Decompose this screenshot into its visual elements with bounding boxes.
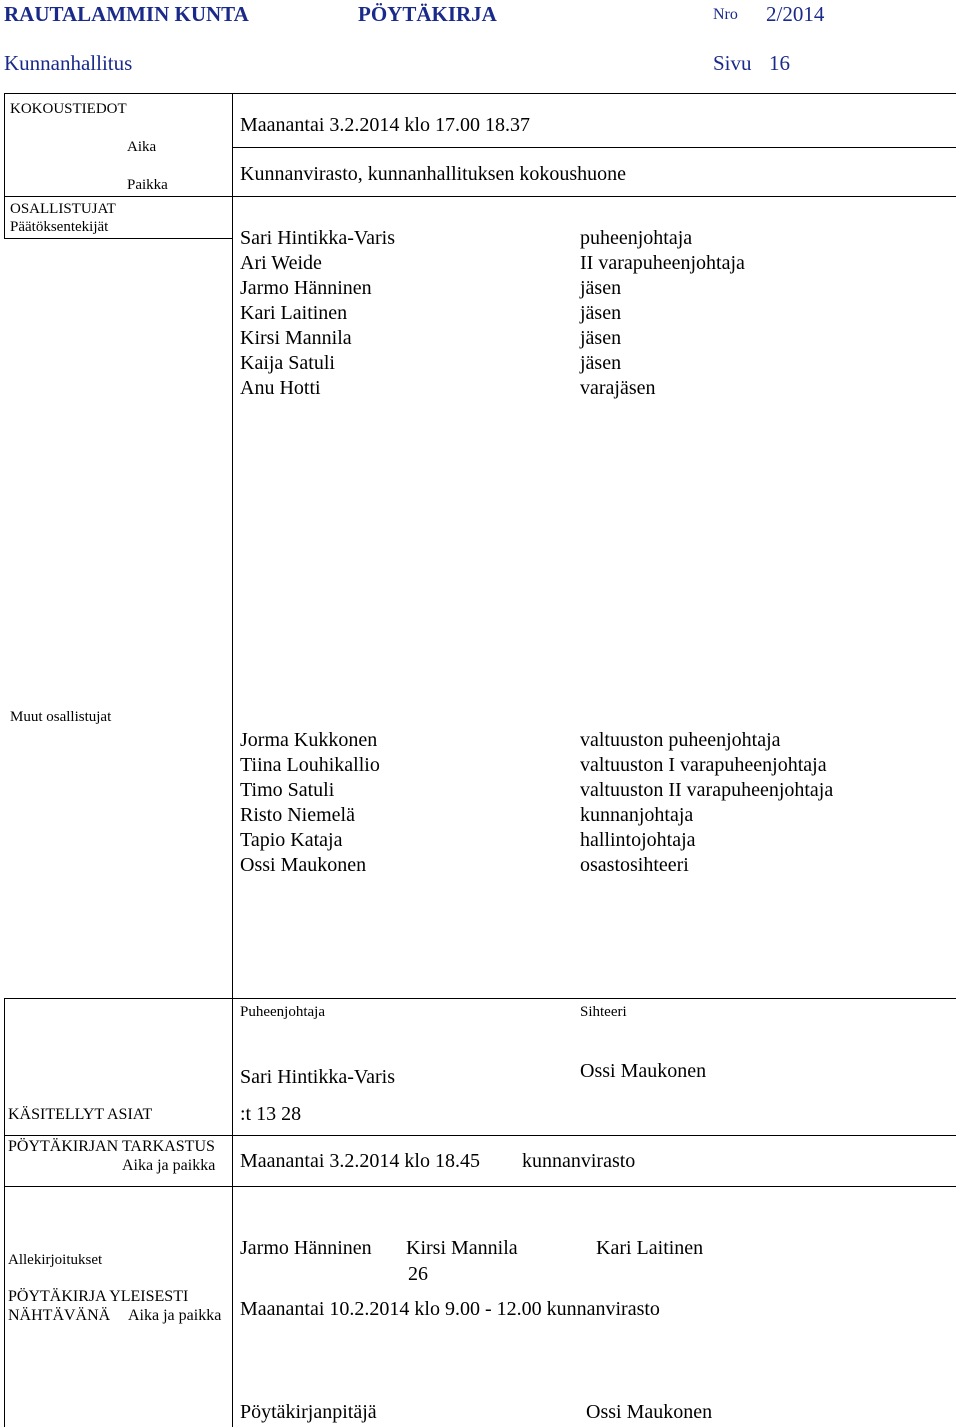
left-border-bottom	[4, 998, 5, 1427]
other-role: valtuuston puheenjohtaja	[580, 729, 781, 751]
other-role: valtuuston II varapuheenjohtaja	[580, 779, 834, 801]
meeting-place: Kunnanvirasto, kunnanhallituksen kokoushuone	[240, 163, 627, 185]
other-role: valtuuston I varapuheenjohtaja	[580, 754, 827, 776]
member-role: puheenjohtaja	[580, 227, 693, 249]
signers-paragraph: 26	[408, 1263, 428, 1285]
other-name: Ossi Maukonen	[240, 854, 367, 876]
time-label: Aika	[127, 139, 157, 155]
public-display-label-line2: NÄHTÄVÄNÄ	[8, 1307, 111, 1324]
member-name: Kari Laitinen	[240, 302, 348, 324]
member-name: Sari Hintikka-Varis	[240, 227, 395, 249]
document-type: PÖYTÄKIRJA	[358, 2, 497, 26]
participants-section-label: OSALLISTUJAT	[10, 201, 116, 217]
member-role: jäsen	[580, 327, 622, 349]
handled-items-label: KÄSITELLYT ASIAT	[8, 1106, 153, 1123]
handled-items-value: :t 13 28	[240, 1103, 302, 1125]
review-time: Maanantai 3.2.2014 klo 18.45	[240, 1150, 480, 1172]
meeting-section-label: KOKOUSTIEDOT	[10, 101, 127, 117]
other-name: Timo Satuli	[240, 779, 335, 801]
member-name: Anu Hotti	[240, 377, 321, 399]
nro-value: 2/2014	[766, 2, 825, 26]
body-name: Kunnanhallitus	[4, 51, 133, 75]
municipality-name: RAUTALAMMIN KUNTA	[4, 2, 249, 26]
public-display-label-line1: PÖYTÄKIRJA YLEISESTI	[8, 1288, 189, 1305]
other-role: hallintojohtaja	[580, 829, 696, 851]
signer-name: Kari Laitinen	[596, 1237, 704, 1259]
record-keeper-name: Ossi Maukonen	[586, 1401, 713, 1423]
other-name-list	[240, 728, 380, 878]
member-role: jäsen	[580, 352, 622, 374]
review-place: kunnanvirasto	[522, 1150, 636, 1172]
member-name: Kirsi Mannila	[240, 327, 352, 349]
review-bottom-rule	[4, 1186, 956, 1187]
meeting-time: Maanantai 3.2.2014 klo 17.00 18.37	[240, 114, 530, 136]
chair-label: Puheenjohtaja	[240, 1004, 325, 1020]
left-border-top	[4, 93, 5, 238]
public-display-sublabel: Aika ja paikka	[128, 1307, 222, 1324]
other-role: osastosihteeri	[580, 854, 689, 876]
top-border	[4, 93, 956, 94]
other-role: kunnanjohtaja	[580, 804, 694, 826]
other-name: Risto Niemelä	[240, 804, 355, 826]
member-name-list	[240, 226, 395, 401]
member-role: jäsen	[580, 302, 622, 324]
member-role: jäsen	[580, 277, 622, 299]
review-sublabel: Aika ja paikka	[122, 1157, 216, 1174]
meeting-section-rule	[4, 196, 956, 197]
place-label: Paikka	[127, 177, 168, 193]
member-role-list	[580, 226, 745, 401]
signers-label: Allekirjoitukset	[8, 1252, 103, 1268]
other-name: Jorma Kukkonen	[240, 729, 378, 751]
participants-label-rule	[4, 238, 232, 239]
others-section-label: Muut osallistujat	[10, 709, 112, 725]
public-display-value: Maanantai 10.2.2014 klo 9.00 - 12.00 kunnanvirasto	[240, 1298, 660, 1320]
review-label: PÖYTÄKIRJAN TARKASTUS	[8, 1138, 215, 1155]
signer-name: Kirsi Mannila	[406, 1237, 518, 1259]
other-name: Tapio Kataja	[240, 829, 343, 851]
member-name: Ari Weide	[240, 252, 322, 274]
review-top-rule	[4, 1135, 956, 1136]
column-divider	[232, 93, 233, 1427]
record-keeper-label: Pöytäkirjanpitäjä	[240, 1401, 377, 1423]
member-name: Kaija Satuli	[240, 352, 335, 374]
nro-label: Nro	[713, 6, 738, 23]
other-name: Tiina Louhikallio	[240, 754, 380, 776]
member-role: II varapuheenjohtaja	[580, 252, 745, 274]
signer-name: Jarmo Hänninen	[240, 1237, 372, 1259]
meeting-time-rule	[232, 147, 956, 148]
member-name: Jarmo Hänninen	[240, 277, 372, 299]
chair-name: Sari Hintikka-Varis	[240, 1066, 395, 1088]
secretary-label: Sihteeri	[580, 1004, 627, 1020]
member-role: varajäsen	[580, 377, 656, 399]
secretary-name: Ossi Maukonen	[580, 1060, 707, 1082]
signatures-top-rule	[4, 998, 956, 999]
decision-makers-label: Päätöksentekijät	[10, 219, 109, 235]
other-role-list	[580, 728, 833, 878]
page-label: Sivu	[713, 51, 752, 75]
page-number: 16	[769, 51, 790, 75]
